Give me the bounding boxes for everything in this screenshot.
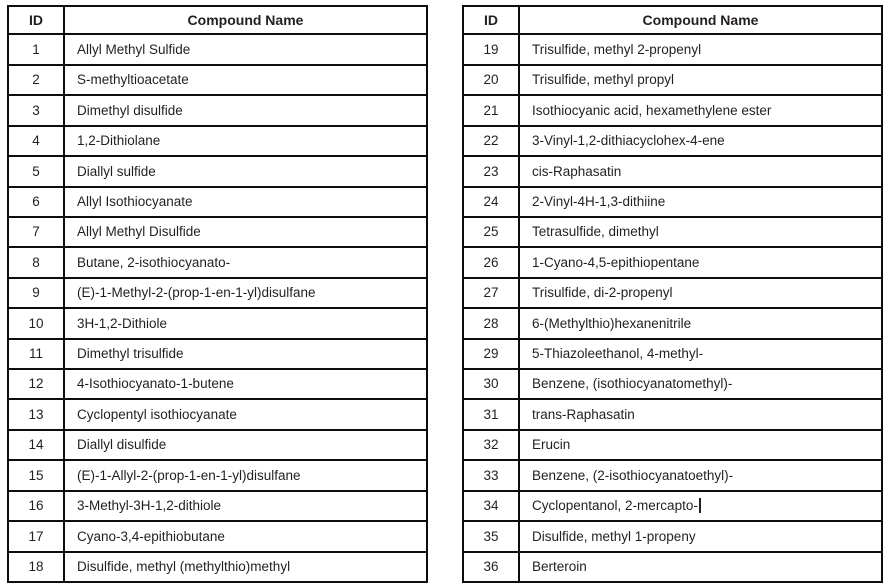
table-row	[8, 187, 427, 217]
compound-name-cell: Allyl Isothiocyanate	[64, 187, 427, 217]
table-row	[8, 369, 427, 399]
compound-id-cell: 10	[8, 308, 64, 338]
table-row	[463, 369, 882, 399]
compound-id-cell: 35	[463, 521, 519, 551]
compound-id-cell: 17	[8, 521, 64, 551]
table-row	[8, 521, 427, 551]
compound-name-cell: 4-Isothiocyanato-1-butene	[64, 369, 427, 399]
compound-name-cell: Benzene, (2-isothiocyanatoethyl)-	[519, 460, 882, 490]
compound-name-cell: trans-Raphasatin	[519, 399, 882, 429]
compound-id-cell: 27	[463, 278, 519, 308]
compound-id-cell: 2	[8, 65, 64, 95]
table-row	[463, 156, 882, 186]
compound-name-cell: (E)-1-Methyl-2-(prop-1-en-1-yl)disulfane	[64, 278, 427, 308]
table-row	[8, 95, 427, 125]
table-row	[8, 460, 427, 490]
compound-id-cell: 28	[463, 308, 519, 338]
compound-name-cell: Dimethyl disulfide	[64, 95, 427, 125]
table-row	[8, 339, 427, 369]
compound-name-cell: Benzene, (isothiocyanatomethyl)-	[519, 369, 882, 399]
compound-name-cell: 3-Methyl-3H-1,2-dithiole	[64, 491, 427, 521]
table-row	[463, 460, 882, 490]
compound-name-cell: Berteroin	[519, 552, 882, 582]
compound-name-cell: 3-Vinyl-1,2-dithiacyclohex-4-ene	[519, 126, 882, 156]
compound-id-cell: 34	[463, 491, 519, 521]
compound-id-cell: 8	[8, 247, 64, 277]
table-header-row	[8, 6, 427, 34]
compound-name-cell: 1,2-Dithiolane	[64, 126, 427, 156]
compound-name-cell: Diallyl disulfide	[64, 430, 427, 460]
compound-id-cell: 19	[463, 34, 519, 64]
table-row	[463, 187, 882, 217]
compound-id-cell: 20	[463, 65, 519, 95]
compound-name-cell: S-methyltioacetate	[64, 65, 427, 95]
compound-id-cell: 7	[8, 217, 64, 247]
table-row	[463, 247, 882, 277]
id-header: ID	[463, 6, 519, 34]
compound-name-header: Compound Name	[64, 6, 427, 34]
compound-name-cell: 6-(Methylthio)hexanenitrile	[519, 308, 882, 338]
compound-name-cell: cis-Raphasatin	[519, 156, 882, 186]
table-row	[8, 430, 427, 460]
table-row	[8, 247, 427, 277]
table-row	[463, 278, 882, 308]
compound-id-cell: 33	[463, 460, 519, 490]
table-row	[463, 65, 882, 95]
table-row	[8, 491, 427, 521]
compound-name-cell: 5-Thiazoleethanol, 4-methyl-	[519, 339, 882, 369]
text-cursor	[699, 498, 701, 513]
compound-table-right	[462, 5, 883, 583]
compound-name-cell: Allyl Methyl Disulfide	[64, 217, 427, 247]
compound-id-cell: 15	[8, 460, 64, 490]
compound-id-cell: 24	[463, 187, 519, 217]
table-row	[463, 430, 882, 460]
table-row	[463, 308, 882, 338]
table-row	[8, 399, 427, 429]
compound-name-cell: Cyclopentyl isothiocyanate	[64, 399, 427, 429]
compound-id-cell: 4	[8, 126, 64, 156]
compound-table-left	[7, 5, 428, 583]
compound-name-cell: Butane, 2-isothiocyanato-	[64, 247, 427, 277]
compound-id-cell: 6	[8, 187, 64, 217]
compound-id-cell: 36	[463, 552, 519, 582]
table-row	[8, 278, 427, 308]
table-row	[8, 126, 427, 156]
table-row	[8, 552, 427, 582]
table-row	[463, 491, 882, 521]
compound-id-cell: 1	[8, 34, 64, 64]
compound-name-cell: Tetrasulfide, dimethyl	[519, 217, 882, 247]
compound-id-cell: 5	[8, 156, 64, 186]
compound-id-cell: 3	[8, 95, 64, 125]
compound-name-cell: Trisulfide, di-2-propenyl	[519, 278, 882, 308]
table-row	[463, 339, 882, 369]
compound-name-cell: Cyano-3,4-epithiobutane	[64, 521, 427, 551]
table-row	[463, 95, 882, 125]
table-row	[463, 521, 882, 551]
compound-name-cell: Erucin	[519, 430, 882, 460]
compound-id-cell: 9	[8, 278, 64, 308]
compound-id-cell: 31	[463, 399, 519, 429]
compound-id-cell: 16	[8, 491, 64, 521]
compound-id-cell: 18	[8, 552, 64, 582]
compound-name-cell: 2-Vinyl-4H-1,3-dithiine	[519, 187, 882, 217]
table-row	[463, 399, 882, 429]
compound-name-cell: Disulfide, methyl 1-propeny	[519, 521, 882, 551]
compound-id-cell: 11	[8, 339, 64, 369]
compound-name-header: Compound Name	[519, 6, 882, 34]
table-row	[463, 34, 882, 64]
compound-name-cell: (E)-1-Allyl-2-(prop-1-en-1-yl)disulfane	[64, 460, 427, 490]
table-row	[8, 156, 427, 186]
compound-id-cell: 29	[463, 339, 519, 369]
table-row	[8, 217, 427, 247]
compound-name-cell: Trisulfide, methyl 2-propenyl	[519, 34, 882, 64]
table-row	[8, 65, 427, 95]
compound-name-cell: 3H-1,2-Dithiole	[64, 308, 427, 338]
compound-id-cell: 14	[8, 430, 64, 460]
compound-id-cell: 32	[463, 430, 519, 460]
compound-id-cell: 22	[463, 126, 519, 156]
table-header-row	[463, 6, 882, 34]
compound-name-cell: Allyl Methyl Sulfide	[64, 34, 427, 64]
compound-name-cell: 1-Cyano-4,5-epithiopentane	[519, 247, 882, 277]
table-row	[463, 217, 882, 247]
id-header: ID	[8, 6, 64, 34]
compound-name-cell: Disulfide, methyl (methylthio)methyl	[64, 552, 427, 582]
table-row	[8, 308, 427, 338]
table-row	[8, 34, 427, 64]
compound-id-cell: 13	[8, 399, 64, 429]
compound-id-cell: 23	[463, 156, 519, 186]
table-row	[463, 552, 882, 582]
table-row	[463, 126, 882, 156]
compound-name-cell: Diallyl sulfide	[64, 156, 427, 186]
compound-id-cell: 12	[8, 369, 64, 399]
compound-id-cell: 30	[463, 369, 519, 399]
compound-name-cell: Isothiocyanic acid, hexamethylene ester	[519, 95, 882, 125]
compound-name-cell: Trisulfide, methyl propyl	[519, 65, 882, 95]
compound-name-cell: Cyclopentanol, 2-mercapto-	[519, 491, 882, 521]
compound-name-cell: Dimethyl trisulfide	[64, 339, 427, 369]
compound-id-cell: 26	[463, 247, 519, 277]
compound-id-cell: 25	[463, 217, 519, 247]
compound-id-cell: 21	[463, 95, 519, 125]
